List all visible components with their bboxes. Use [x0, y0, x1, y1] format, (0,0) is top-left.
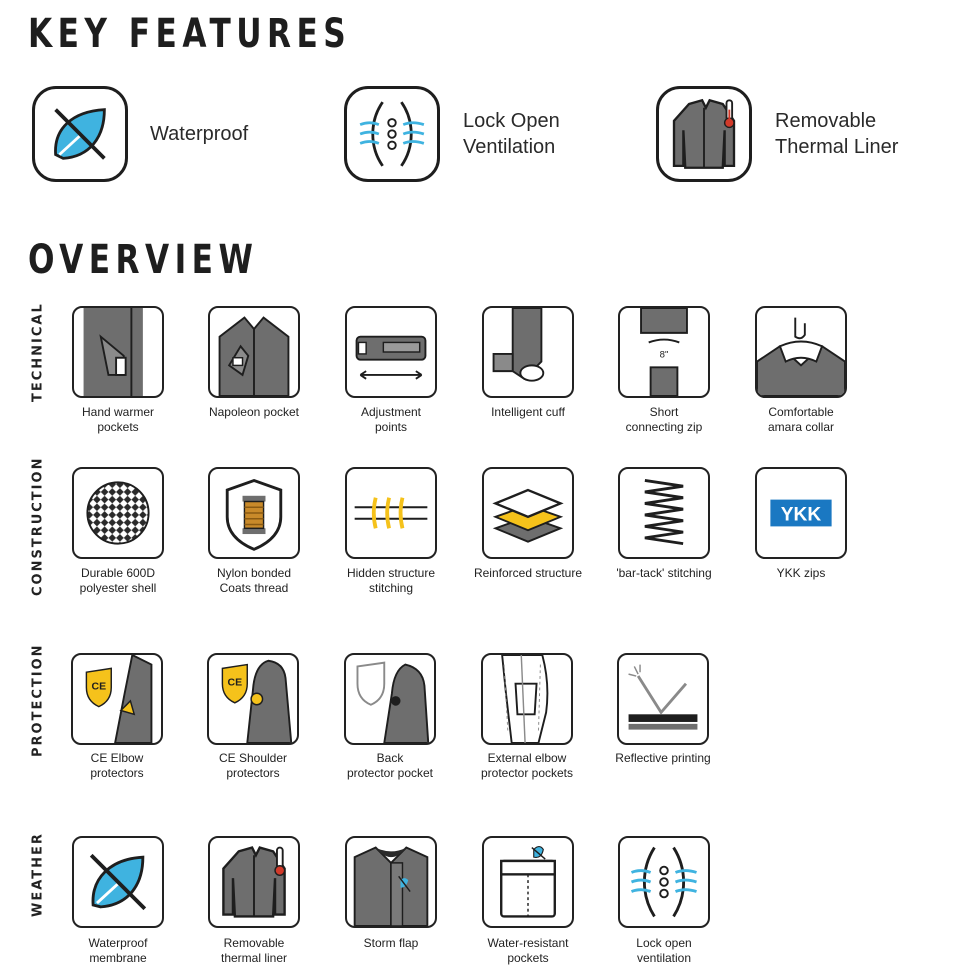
- napoleon-pocket-icon: [210, 308, 298, 396]
- tile-intelligent-cuff: [482, 306, 574, 398]
- caption-ce-elbow-protectors: CE Elbow protectors: [90, 751, 144, 780]
- ventilation-icon: [347, 89, 437, 179]
- tile-durable-600d-shell: [72, 467, 164, 559]
- tile-adjustment-points: [345, 306, 437, 398]
- tile-bar-tack-stitching: [618, 467, 710, 559]
- caption-adjustment-points: Adjustment points: [360, 405, 422, 434]
- ventilation-feature-label: Lock Open Ventilation: [463, 110, 560, 158]
- caption-lock-open-ventilation: Lock open ventilation: [636, 936, 692, 965]
- caption-hidden-structure-stitching: Hidden structure stitching: [346, 566, 436, 595]
- caption-durable-600d-shell: Durable 600D polyester shell: [79, 566, 157, 595]
- adjustment-strap-icon: [347, 308, 435, 396]
- caption-reinforced-structure: Reinforced structure: [473, 566, 583, 580]
- tile-nylon-bonded-thread: [208, 467, 300, 559]
- tile-water-resistant-pockets: [482, 836, 574, 928]
- thermal-liner-feature-label: Removable Thermal Liner: [775, 110, 899, 158]
- tile-ce-shoulder-protectors: [207, 653, 299, 745]
- caption-ce-shoulder-protectors: CE Shoulder protectors: [218, 751, 288, 780]
- thermal-liner-feature-icon: [656, 86, 752, 182]
- caption-ykk-zips: YKK zips: [776, 566, 826, 580]
- overview-heading: OVERVIEW: [28, 237, 259, 283]
- thermal-liner-jacket-icon: [659, 89, 749, 179]
- thread-spool-icon: [210, 469, 298, 557]
- caption-comfortable-amara-collar: Comfortable amara collar: [767, 405, 835, 434]
- caption-removable-thermal-liner: Removable thermal liner: [220, 936, 288, 965]
- tile-comfortable-amara-collar: [755, 306, 847, 398]
- layers-icon: [484, 469, 572, 557]
- section-label-protection: PROTECTION: [30, 643, 46, 757]
- ce-badge-text: CE: [227, 676, 243, 689]
- caption-waterproof-membrane: Waterproof membrane: [88, 936, 148, 965]
- tile-ce-elbow-protectors: [71, 653, 163, 745]
- tile-external-elbow-pockets: [481, 653, 573, 745]
- tile-hidden-structure-stitching: [345, 467, 437, 559]
- caption-reflective-printing: Reflective printing: [615, 751, 711, 765]
- tile-waterproof-membrane: [72, 836, 164, 928]
- tile-removable-thermal-liner: [208, 836, 300, 928]
- section-label-construction: CONSTRUCTION: [30, 456, 46, 596]
- waterproof-leaf-icon: [35, 89, 125, 179]
- waterproof-feature-label: Waterproof: [150, 123, 249, 145]
- waterproof-leaf-icon: [74, 838, 162, 926]
- section-label-weather: WEATHER: [30, 832, 46, 918]
- ykk-logo-text: YKK: [780, 504, 822, 526]
- ce-elbow-icon: [73, 655, 161, 743]
- tile-lock-open-ventilation: [618, 836, 710, 928]
- storm-flap-icon: [347, 838, 435, 926]
- zip-length-text: 8": [659, 349, 669, 361]
- elbow-pocket-icon: [483, 655, 571, 743]
- key-features-heading: KEY FEATURES: [28, 11, 352, 57]
- caption-nylon-bonded-thread: Nylon bonded Coats thread: [216, 566, 292, 595]
- caption-short-connecting-zip: Short connecting zip: [625, 405, 703, 434]
- waterproof-feature-icon: [32, 86, 128, 182]
- tile-napoleon-pocket: [208, 306, 300, 398]
- hand-warmer-pocket-icon: [74, 308, 162, 396]
- ykk-logo-icon: [757, 469, 845, 557]
- reflective-icon: [619, 655, 707, 743]
- tile-reflective-printing: [617, 653, 709, 745]
- section-label-technical: TECHNICAL: [30, 302, 46, 402]
- collar-icon: [757, 308, 845, 396]
- thermal-liner-jacket-icon: [210, 838, 298, 926]
- caption-napoleon-pocket: Napoleon pocket: [208, 405, 300, 419]
- ce-badge-text: CE: [91, 680, 107, 693]
- back-protector-icon: [346, 655, 434, 743]
- tile-back-protector-pocket: [344, 653, 436, 745]
- ventilation-icon: [620, 838, 708, 926]
- water-resistant-pocket-icon: [484, 838, 572, 926]
- caption-storm-flap: Storm flap: [363, 936, 419, 950]
- connecting-zip-icon: [620, 308, 708, 396]
- bar-tack-icon: [620, 469, 708, 557]
- tile-reinforced-structure: [482, 467, 574, 559]
- tile-short-connecting-zip: [618, 306, 710, 398]
- caption-intelligent-cuff: Intelligent cuff: [491, 405, 565, 419]
- caption-back-protector-pocket: Back protector pocket: [346, 751, 434, 780]
- ventilation-feature-icon: [344, 86, 440, 182]
- ce-shoulder-icon: [209, 655, 297, 743]
- stitching-icon: [347, 469, 435, 557]
- caption-bar-tack-stitching: 'bar-tack' stitching: [616, 566, 712, 580]
- caption-hand-warmer-pockets: Hand warmer pockets: [81, 405, 155, 434]
- woven-fabric-icon: [74, 469, 162, 557]
- tile-ykk-zips: [755, 467, 847, 559]
- cuff-icon: [484, 308, 572, 396]
- caption-water-resistant-pockets: Water-resistant pockets: [487, 936, 569, 965]
- tile-storm-flap: [345, 836, 437, 928]
- tile-hand-warmer-pockets: [72, 306, 164, 398]
- caption-external-elbow-pockets: External elbow protector pockets: [480, 751, 574, 780]
